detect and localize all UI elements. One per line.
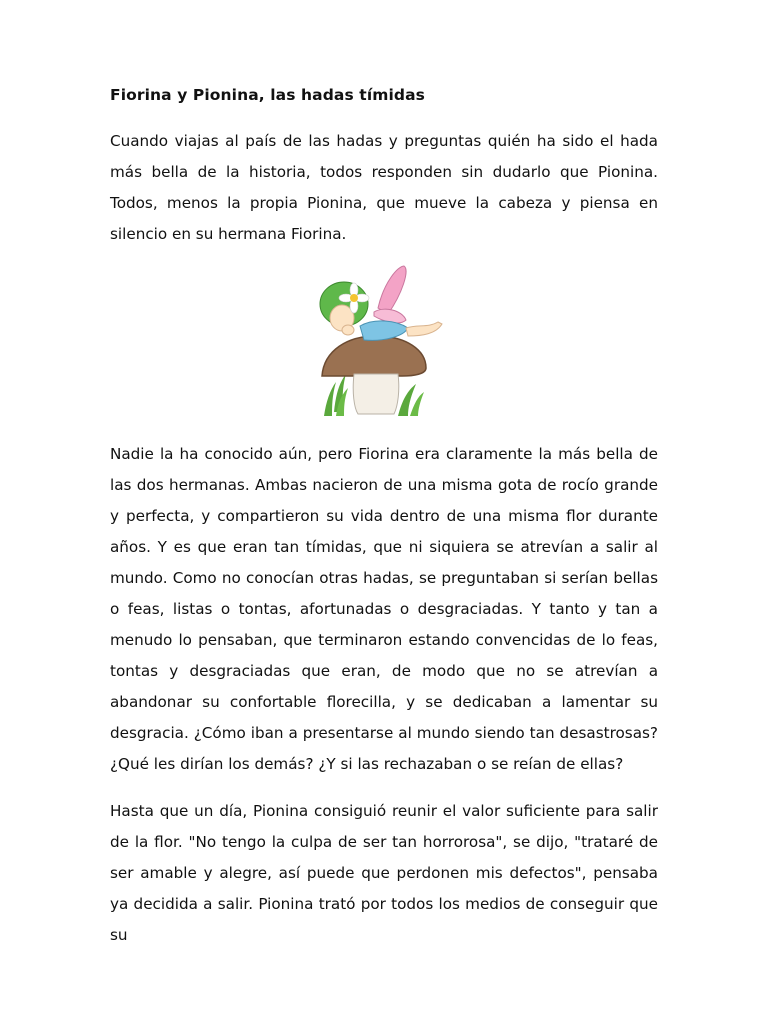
fairy-dress — [360, 321, 408, 340]
story-title: Fiorina y Pionina, las hadas tímidas — [110, 86, 425, 104]
fairy-hand — [342, 325, 354, 335]
paragraph-3: Hasta que un día, Pionina consiguió reunir el valor suficiente para salir de la flor. "No tengo la culpa de ser tan horrorosa", se dijo, "trataré de ser amable y alegre, así puede que perdonen mis defectos", pensaba ya decidida a salir. Pionina trató por todos los medios de conseguir que su — [110, 802, 658, 944]
fairy-legs — [406, 322, 442, 336]
mushroom-stem — [353, 374, 399, 414]
fairy-on-mushroom-illustration — [314, 262, 454, 418]
grass-front-right-2 — [410, 392, 424, 416]
mushroom-cap — [322, 336, 426, 376]
fairy-wing-upper — [378, 266, 406, 314]
paragraph-2: Nadie la ha conocido aún, pero Fiorina era claramente la más bella de las dos hermanas. Ambas nacieron de una misma gota de rocío grande y perfecta, y compartieron su vida dentro de una misma flor durante años. Y es que eran tan tímidas, que ni siquiera se atrevían a salir al mundo. Como no conocían otras hadas, se preguntaban si serían bellas o feas, listas o tontas, afortunadas o desgraciadas. Y tanto y tan a menudo lo pensaban, que terminaron estando convencidas de lo feas, tontas y desgraciadas que eran, de modo que no se atrevían a abandonar su confortable florecilla, y se dedicaban a lamentar su desgracia. ¿Cómo iban a presentarse al mundo siendo tan desastrosas? ¿Qué les dirían los demás? ¿Y si las rechazaban o se reían de ellas? — [110, 445, 658, 773]
paragraph-1: Cuando viajas al país de las hadas y preguntas quién ha sido el hada más bella de la historia, todos responden sin dudarlo que Pionina. Todos, menos la propia Pionina, que mueve la cabeza y piensa en silencio en su hermana Fiorina. — [110, 132, 658, 243]
